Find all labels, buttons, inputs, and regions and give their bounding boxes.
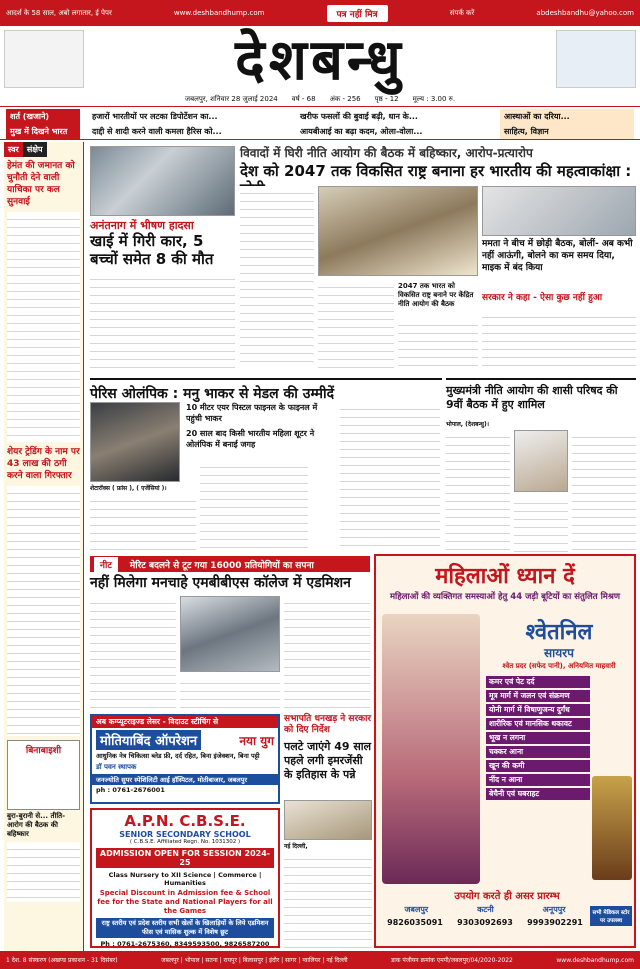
site-url[interactable]: www.deshbandhump.com: [173, 9, 265, 17]
footer-reg: डाक पंजीयन क्रमांक एमपी/जबलपुर/04/2020-2022: [391, 957, 513, 964]
ad-availability: सभी मेडिकल स्टोर पर उपलब्ध: [590, 906, 632, 926]
teaser-5[interactable]: आस्थाओं का दरिया...: [500, 109, 634, 124]
emergency-headline[interactable]: पलटे जाएंगे 49 साल पहले लगी इमरजेंसी के इतिहास के पन्ने: [284, 740, 372, 781]
issue: अंक - 256: [329, 95, 361, 103]
tagline-badge: पत्र नहीं मित्र: [327, 5, 388, 22]
ad-city: कटनी: [477, 905, 494, 914]
ad-item: खून की कमी: [486, 760, 590, 772]
lead-body-2: [318, 280, 394, 368]
emergency-body: [284, 852, 372, 948]
accident-photo: [90, 146, 235, 216]
ad-phone[interactable]: 9993902291: [527, 918, 583, 927]
school-sub: SENIOR SECONDARY SCHOOL: [119, 830, 251, 839]
contact-label: संपर्क करें: [449, 8, 475, 17]
ad-tagline: श्वेत प्रदर (सफेद पानी), अनियमित माहवारी: [502, 662, 616, 670]
niti-aayog-photo: [318, 186, 478, 276]
ad-item: नींद न आना: [486, 774, 590, 786]
cm-body-1: [446, 430, 510, 552]
teaser-7[interactable]: आयबीआई का बढ़ा कदम, ओला-वोला...: [300, 127, 423, 136]
ad-title: महिलाओं ध्यान दें: [435, 564, 575, 589]
top-left-text: आदर्श के 58 साल, अबो लगातार, ई पेपर: [6, 8, 112, 17]
teaser-8[interactable]: साहित्य, विज्ञान: [500, 124, 634, 139]
manu-bhaker-photo: [90, 402, 180, 482]
eye-ad-desc: आधुनिक नेत्र चिकित्सा ब्लेड फ्री, दर्द रहित, बिना इंजेक्शन, बिना पट्टी: [96, 752, 260, 760]
year: वर्ष - 68: [291, 95, 316, 103]
paris-dateline: शेटारॉक्स ( फ्रांस ), ( एजेंसियां )।: [90, 485, 167, 492]
emergency-dateline: नई दिल्ली,: [284, 843, 308, 850]
mamata-body: [482, 310, 636, 368]
school-discount: Special Discount in Admission fee & School fee for the State and National Players for all the Games: [97, 889, 273, 915]
cm-body-3: [514, 496, 568, 552]
contact-email[interactable]: abdeshbandhu@yahoo.com: [536, 9, 634, 17]
teaser-6[interactable]: दाद्दी से शादी करने वाली कमला हैरिस को...: [92, 127, 222, 136]
footer-cities: जबलपुर | भोपाल | सतना | रायपुर | बिलासपुर | इंदौर | सागर | ग्वालियर | नई दिल्ली: [161, 957, 348, 964]
dhankhar-photo: [284, 800, 372, 840]
city-date: जबलपुर, शनिवार 28 जुलाई 2024: [184, 95, 278, 103]
ad-item: भूख न लगना: [486, 732, 590, 744]
left-news-1-body: [7, 212, 80, 442]
eye-ad-phone[interactable]: ph : 0761-2676001: [96, 786, 165, 794]
lead-body-3: [398, 318, 478, 368]
paris-point-1: 10 मीटर एयर पिस्टल फाइनल के फाइनल में पहुंची भाकर: [186, 403, 318, 423]
lead-strap: विवादों में घिरी नीति आयोग की बैठक में बहिष्कार, आरोप-प्रत्यारोप: [240, 146, 533, 160]
ad-item: शारीरिक एवं मानसिक थकावट: [486, 718, 590, 730]
neet-headline[interactable]: नहीं मिलेगा मनचाहे एमबीबीएस कॉलेज में एडमिशन: [90, 575, 351, 591]
school-classes: Class Nursery to XII Science | Commerce | Humanities: [108, 871, 262, 887]
lead-pullquote: 2047 तक भारत को विकसित राष्ट्र बनाने पर केंद्रित नीति आयोग की बैठक: [398, 282, 474, 308]
neet-photo: [180, 596, 280, 672]
ad-item: कमर एवं पेट दर्द: [486, 676, 590, 688]
ad-benefit-list: [486, 676, 590, 802]
accident-kicker: अनंतनाग में भीषण हादसा: [90, 219, 194, 232]
left-news-3-body: [7, 842, 80, 902]
masthead: [0, 28, 640, 96]
ad-footer: उपयोग करते ही असर प्रारम्भ: [454, 891, 560, 902]
school-name: A.P.N. C.B.S.E.: [124, 812, 246, 830]
ad-item: योनी मार्ग में विषाणुजन्य दुर्गंध: [486, 704, 590, 716]
left-news-2-body: [7, 486, 80, 736]
eye-ad-title: मोतियाबिंद ऑपरेशन: [96, 730, 201, 750]
accident-headline[interactable]: खाई में गिरी कार, 5 बच्चों समेत 8 की मौत: [90, 232, 214, 268]
page-footer: [0, 951, 640, 969]
left-column: [4, 142, 84, 952]
ad-subtitle: महिलाओं की व्यक्तिगत समस्याओं हेतु 44 जड़ी बूटियों का संतुलित मिश्रण: [389, 592, 621, 602]
ad-brand: श्वेतनिल: [525, 620, 593, 645]
footer-url[interactable]: www.deshbandhump.com: [556, 956, 634, 964]
footer-left: 1 देश. 8 संस्करण (अखण्ड प्रकाशन - 31 दिसंबर): [6, 957, 118, 964]
cartoon-caption: बुरा-बुरानी से... तीति-आरोग की बैठक की बहिष्कार: [7, 812, 66, 838]
ad-city: अनूपपुर: [542, 905, 566, 914]
top-bar: [0, 0, 640, 26]
teaser-1[interactable]: शर्त (खजाने): [6, 109, 80, 124]
price: मूल्य : 3.00 रु.: [412, 95, 456, 103]
left-news-2-headline[interactable]: शेयर ट्रेडिंग के नाम पर 43 लाख की ठगी करने वाला गिरफ्तार: [7, 447, 80, 481]
school-admission: ADMISSION OPEN FOR SESSION 2024-25: [96, 848, 274, 868]
ad-phone[interactable]: 9303092693: [457, 918, 513, 927]
lead-body-1: [240, 186, 314, 368]
ad-phones: [380, 918, 590, 927]
pages: पृष्ठ - 12: [374, 95, 399, 103]
cartoon-title: बिनाबाइशी: [25, 746, 62, 756]
cm-headline[interactable]: मुख्यमंत्री नीति आयोग की शासी परिषद की 9वीं बैठक में हुए शामिल: [446, 378, 636, 412]
paris-body-3: [340, 402, 440, 552]
paris-point-2: 20 साल बाद किसी भारतीय महिला शूटर ने ओलंपिक में बनाई जगह: [186, 429, 315, 449]
masthead-meta: [150, 95, 490, 104]
ad-brand-sub: सायरप: [544, 646, 574, 660]
teaser-2[interactable]: मुख में दिखने भारत: [6, 124, 80, 139]
cataract-ad[interactable]: [90, 714, 280, 804]
paris-body-2: [200, 460, 308, 552]
lead-headline[interactable]: देश को 2047 तक विकसित राष्ट्र बनाना हर भारतीय की महत्वाकांक्षा :: [240, 162, 632, 180]
women-health-ad[interactable]: [374, 554, 636, 948]
school-contact[interactable]: Ph : 0761-2675360, 8349593500, 9826587200: [100, 940, 270, 948]
neet-body-3: [284, 596, 370, 710]
eye-ad-doctor: डॉ पवन स्थापक: [96, 763, 137, 771]
ad-item: चक्कर आना: [486, 746, 590, 758]
cm-dateline: भोपाल, (देशबन्धु)।: [446, 421, 489, 428]
ad-product-bottle: [592, 776, 632, 880]
neet-tag: नीट: [94, 557, 118, 572]
left-news-1-headline[interactable]: हेमंत की जमानत को चुनौती देने वाली याचिका पर कल सुनवाई: [7, 161, 75, 207]
eye-ad-strap: अब कम्प्यूटराइज्ड लेसर - विदाउट स्टीचिंग से: [92, 716, 278, 728]
teaser-3[interactable]: हजारों भारतीयों पर लटका डिपोर्टेशन का...: [92, 112, 218, 121]
ad-phone[interactable]: 9826035091: [387, 918, 443, 927]
accident-body: [90, 272, 235, 368]
neet-body-2: [180, 676, 280, 710]
school-affil: ( C.B.S.E. Affiliated Regn. No. 1031302 ): [129, 839, 241, 845]
paris-body-1: [90, 494, 196, 552]
paris-headline[interactable]: पेरिस ओलंपिक : मनु भाकर से मेडल की उम्मीदें: [90, 378, 442, 403]
teaser-4[interactable]: खरीफ फसलों की बुवाई बढ़ी, धान के...: [300, 112, 418, 121]
section-label-2: संक्षेप: [23, 142, 47, 157]
ad-model-image: [382, 614, 480, 884]
mamata-quote[interactable]: ममता ने बीच में छोड़ी बैठक, बोलीं- अब कभी नहीं आऊंगी, बोलने का कम समय दिया, माइक में बंद किया: [482, 239, 633, 273]
ad-cities: [380, 904, 590, 915]
mamata-sub: सरकार ने कहा - ऐसा कुछ नहीं हुआ: [482, 293, 603, 303]
neet-strap-bar: [90, 556, 370, 572]
eye-ad-hospital: जनज्योति सुपर स्पेशिलिटी आई हॉस्पिटल, मोतीबाजार, जबलपुर: [92, 774, 278, 785]
emergency-strap: सभापति धनखड़ ने सरकार को दिए निर्देश: [284, 714, 372, 735]
school-footer: राष्ट्र स्तरीय एवं प्रदेश स्तरीय सभी खेलों के खिलाड़ियों के लिये एडमिशन फीस एवं मासिक शुल्क में विशेष छूट: [96, 918, 274, 938]
school-ad[interactable]: [90, 808, 280, 948]
neet-body-1: [90, 596, 176, 710]
ad-city: जबलपुर: [404, 905, 429, 914]
ad-item: मूत्र मार्ग में जलन एवं संक्रमण: [486, 690, 590, 702]
cartoon: [7, 740, 80, 810]
ad-item: बेचैनी एवं घबराहट: [486, 788, 590, 800]
neet-strap: मेरिट बदलने से टूट गया 16000 प्रतियोगियों का सपना: [129, 560, 314, 571]
teaser-strip: [0, 106, 640, 140]
cm-body-2: [572, 430, 636, 552]
section-label: स्वर: [4, 142, 23, 157]
cm-photo: [514, 430, 568, 492]
eye-ad-brand: नया युग: [239, 733, 274, 748]
newspaper-title: देशबन्धु: [235, 27, 405, 93]
mamata-photo: [482, 186, 636, 236]
